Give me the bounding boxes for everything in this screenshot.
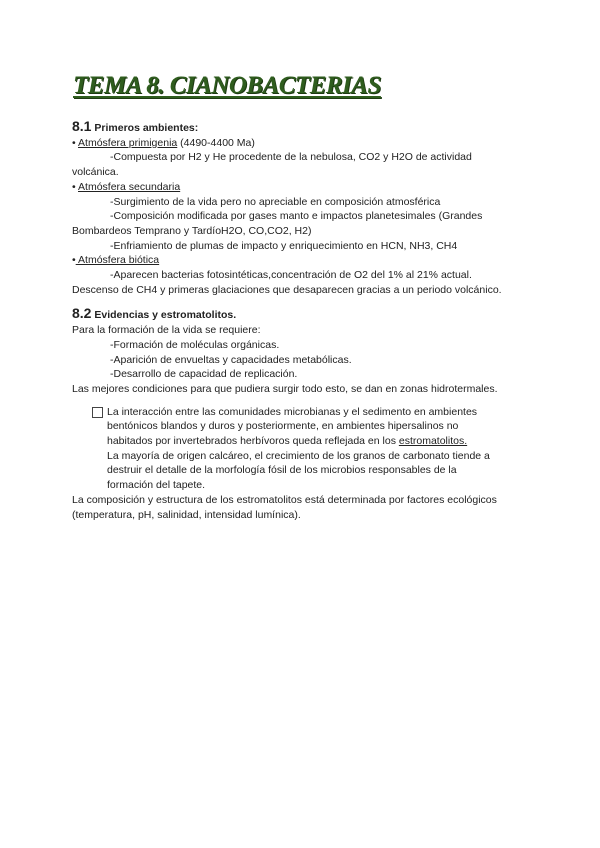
bullet: • (72, 180, 76, 193)
checkbox[interactable] (92, 407, 103, 418)
checklist-text-line: destruir el detalle de la morfología fósil de los microbios responsables de la (107, 464, 457, 477)
sub-item: -Compuesta por H2 y He procedente de la nebulosa, CO2 y H2O de actividad (110, 151, 472, 164)
term-detail: (4490-4400 Ma) (177, 136, 255, 149)
page-title: TEMA 8. CIANOBACTERIAS (73, 72, 381, 99)
sub-item: -Aparecen bacterias fotosintéticas,concentración de O2 del 1% al 21% actual. (110, 269, 472, 282)
sub-item-continuation: Bombardeos Temprano y TardíoH2O, CO,CO2, H2) (72, 224, 312, 237)
paragraph-line: Descenso de CH4 y primeras glaciaciones que desaparecen gracias a un periodo volcánico. (72, 283, 502, 296)
term-label: Atmósfera secundaria (78, 180, 181, 193)
bullet: • (72, 136, 76, 149)
section-number: 8.2 (72, 305, 92, 322)
section-heading-8-2 (72, 306, 534, 323)
section-heading-8-1 (72, 119, 534, 136)
list-item-atmosfera-primigenia (72, 136, 534, 151)
checklist-text-line: La interacción entre las comunidades microbianas y el sedimento en ambientes (107, 405, 478, 418)
section-heading-text: Evidencias y estromatolitos. (91, 309, 237, 322)
checklist-text-line: formación del tapete. (107, 479, 206, 492)
list-item-atmosfera-secundaria (72, 180, 534, 195)
requirement-item: -Formación de moléculas orgánicas. (110, 338, 280, 351)
requirement-item: -Desarrollo de capacidad de replicación. (110, 368, 298, 381)
sub-item: -Composición modificada por gases manto e impactos planetesimales (Grandes (110, 210, 483, 223)
term-estromatolitos: estromatolitos. (398, 435, 468, 448)
paragraph-line: Las mejores condiciones para que pudiera surgir todo esto, se dan en zonas hidrotermales. (72, 382, 498, 395)
term-label: Atmósfera primigenia (78, 136, 178, 149)
paragraph-line: Para la formación de la vida se requiere: (72, 324, 261, 337)
checklist-text: habitados por invertebrados herbívoros queda reflejada en los (107, 435, 399, 448)
checklist-text-line (107, 434, 534, 449)
paragraph-line: La composición y estructura de los estromatolitos está determinada por factores ecológicos (72, 493, 497, 506)
checklist-text-line: bentónicos blandos y duros y posteriormente, en ambientes hipersalinos no (107, 420, 459, 433)
list-item-atmosfera-biotica (72, 253, 534, 268)
sub-item: -Surgimiento de la vida pero no apreciable en composición atmosférica (110, 195, 441, 208)
section-number: 8.1 (72, 118, 92, 134)
paragraph-line: (temperatura, pH, salinidad, intensidad lumínica). (72, 508, 301, 521)
requirement-item: -Aparición de envueltas y capacidades metabólicas. (110, 353, 352, 366)
document-body (72, 119, 534, 522)
section-heading-text: Primeros ambientes: (94, 122, 199, 134)
checklist-text-line: La mayoría de origen calcáreo, el crecimiento de los granos de carbonato tiende a (107, 449, 490, 462)
checklist-item (72, 405, 534, 493)
term-label: Atmósfera biótica (75, 254, 160, 267)
sub-item-continuation: volcánica. (72, 166, 119, 179)
sub-item: -Enfriamiento de plumas de impacto y enriquecimiento en HCN, NH3, CH4 (110, 239, 458, 252)
bullet: • (72, 254, 76, 267)
